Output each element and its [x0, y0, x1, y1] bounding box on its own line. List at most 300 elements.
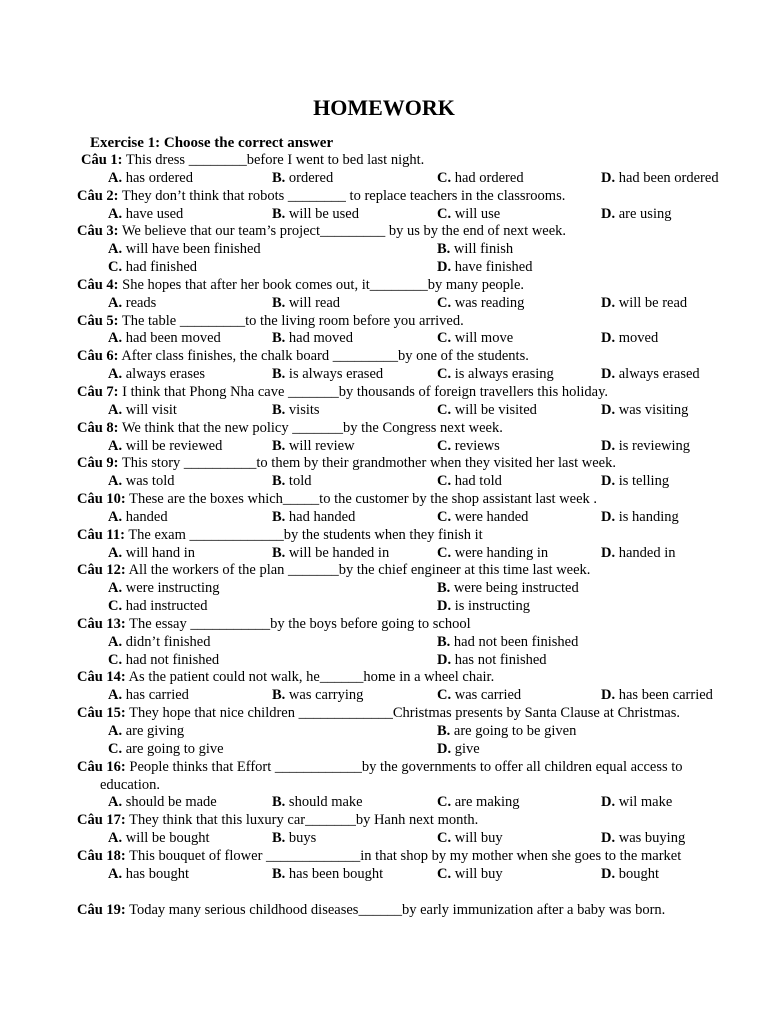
option-letter: D.: [601, 473, 616, 490]
option-text: were handed: [451, 508, 529, 525]
answer-option[interactable]: [108, 330, 221, 348]
answer-option[interactable]: [272, 687, 363, 705]
option-text: was buying: [615, 830, 686, 847]
option-text: had handed: [285, 508, 356, 525]
options-row: [0, 295, 768, 313]
question-text: The essay ___________by the boys before going to school: [125, 615, 471, 632]
options-row: [0, 438, 768, 456]
question-number: Câu 4:: [77, 276, 119, 293]
question-line: [0, 188, 768, 206]
option-letter: B.: [272, 473, 286, 490]
options-row: [0, 170, 768, 188]
option-text: is telling: [615, 473, 670, 490]
question-number: Câu 7:: [77, 383, 119, 400]
answer-option[interactable]: [108, 241, 261, 259]
options-row: [0, 206, 768, 224]
exercise-heading: Exercise 1: Choose the correct answer: [90, 135, 334, 151]
option-letter: B.: [272, 401, 286, 418]
option-letter: B.: [272, 330, 286, 347]
question-text: People thinks that Effort ____________by the governments to offer all children equal access to: [125, 758, 683, 775]
options-row: [0, 652, 768, 670]
option-text: moved: [615, 330, 659, 347]
option-letter: A.: [108, 508, 123, 525]
question-number: Câu 5:: [77, 312, 119, 329]
answer-option[interactable]: [108, 794, 217, 812]
question-text: They hope that nice children _____________Christmas presents by Santa Clause at Christmas.: [125, 705, 681, 722]
answer-option[interactable]: [272, 509, 355, 527]
answer-option[interactable]: [437, 794, 520, 812]
option-text: had told: [451, 473, 502, 490]
option-text: will be handed in: [285, 544, 390, 561]
option-letter: D.: [601, 294, 616, 311]
answer-option[interactable]: [272, 330, 353, 348]
question-number: Câu 11:: [77, 526, 125, 543]
answer-option[interactable]: [437, 330, 513, 348]
question-text: I think that Phong Nha cave _______by thousands of foreign travellers this holiday.: [118, 383, 609, 400]
option-text: had finished: [122, 259, 198, 276]
option-letter: B.: [272, 794, 286, 811]
option-text: will review: [285, 437, 355, 454]
option-text: will have been finished: [122, 241, 261, 258]
option-letter: B.: [272, 544, 286, 561]
option-letter: D.: [601, 401, 616, 418]
option-letter: B.: [272, 294, 286, 311]
question-text: After class finishes, the chalk board _________by one of the students.: [118, 348, 529, 365]
answer-option[interactable]: [272, 545, 389, 563]
option-text: will use: [451, 205, 501, 222]
option-letter: D.: [601, 330, 616, 347]
question-number: Câu 3:: [77, 223, 119, 240]
answer-option[interactable]: [601, 330, 658, 348]
option-text: was carrying: [285, 687, 364, 704]
answer-option[interactable]: [437, 509, 528, 527]
option-text: has been carried: [615, 687, 713, 704]
question-number: Câu 14:: [77, 669, 126, 686]
answer-option[interactable]: [601, 794, 672, 812]
option-text: will visit: [122, 401, 177, 418]
options-row: [0, 794, 768, 812]
option-text: had been moved: [122, 330, 221, 347]
answer-option[interactable]: [437, 241, 513, 259]
answer-option[interactable]: [108, 830, 210, 848]
question-text: This bouquet of flower _____________in that shop by my mother when she goes to the market: [125, 847, 682, 864]
option-text: had not finished: [122, 651, 220, 668]
question-line: [0, 455, 768, 473]
answer-option[interactable]: [437, 545, 548, 563]
option-text: was carried: [451, 687, 522, 704]
option-letter: B.: [272, 169, 286, 186]
option-text: bought: [615, 865, 660, 882]
option-letter: A.: [108, 473, 123, 490]
question-text: The table _________to the living room before you arrived.: [118, 312, 464, 329]
answer-option[interactable]: [108, 634, 210, 652]
options-row: [0, 687, 768, 705]
option-letter: D.: [601, 794, 616, 811]
answer-option[interactable]: [437, 866, 503, 884]
option-text: give: [451, 740, 480, 757]
answer-option[interactable]: [601, 438, 690, 456]
option-text: was visiting: [615, 401, 689, 418]
option-letter: C.: [437, 205, 452, 222]
question-text: These are the boxes which_____to the customer by the shop assistant last week .: [125, 491, 598, 508]
option-letter: B.: [437, 633, 451, 650]
option-text: will be read: [615, 294, 688, 311]
question-line: [0, 669, 768, 687]
option-text: will hand in: [122, 544, 196, 561]
answer-option[interactable]: [601, 402, 688, 420]
option-letter: C.: [437, 401, 452, 418]
answer-option[interactable]: [437, 687, 521, 705]
option-text: were instructing: [122, 580, 220, 597]
answer-option[interactable]: [437, 652, 547, 670]
option-letter: C.: [437, 366, 452, 383]
option-letter: C.: [437, 437, 452, 454]
option-letter: A.: [108, 169, 123, 186]
answer-option[interactable]: [601, 295, 687, 313]
answer-option[interactable]: [437, 206, 500, 224]
answer-option[interactable]: [108, 723, 184, 741]
answer-option[interactable]: [437, 366, 554, 384]
option-letter: C.: [437, 473, 452, 490]
question-number: Câu 18:: [77, 847, 126, 864]
option-letter: D.: [601, 865, 616, 882]
option-letter: C.: [437, 794, 452, 811]
answer-option[interactable]: [601, 206, 671, 224]
options-row: [0, 866, 768, 884]
option-text: will buy: [451, 830, 503, 847]
option-letter: A.: [108, 633, 123, 650]
answer-option[interactable]: [437, 438, 500, 456]
question-line: [0, 348, 768, 366]
option-letter: A.: [108, 794, 123, 811]
option-letter: A.: [108, 723, 123, 739]
options-row: [0, 741, 768, 759]
answer-option[interactable]: [272, 170, 333, 188]
option-letter: B.: [272, 437, 286, 454]
option-text: will move: [451, 330, 514, 347]
question-line: [0, 313, 768, 331]
option-letter: C.: [437, 865, 452, 882]
option-text: is always erasing: [451, 366, 554, 383]
answer-option[interactable]: [437, 402, 537, 420]
answer-option[interactable]: [437, 295, 524, 313]
option-letter: A.: [108, 580, 123, 597]
option-text: will be used: [285, 205, 359, 222]
answer-option[interactable]: [108, 598, 207, 616]
option-text: will be visited: [451, 401, 537, 418]
option-letter: D.: [601, 508, 616, 525]
option-text: is instructing: [451, 598, 531, 615]
option-text: will buy: [451, 865, 503, 882]
answer-option[interactable]: [601, 687, 713, 705]
answer-option[interactable]: [108, 652, 219, 670]
answer-option[interactable]: [272, 794, 363, 812]
question-line: [0, 902, 768, 920]
option-letter: A.: [108, 241, 123, 258]
option-letter: A.: [108, 294, 123, 311]
question-number: Câu 9:: [77, 455, 119, 472]
option-text: visits: [285, 401, 320, 418]
option-text: will be bought: [122, 830, 210, 847]
answer-option[interactable]: [601, 830, 685, 848]
option-text: had moved: [285, 330, 353, 347]
option-letter: C.: [108, 259, 123, 276]
question-list: [0, 152, 768, 919]
option-text: always erases: [122, 366, 206, 383]
answer-option[interactable]: [437, 473, 502, 491]
option-text: were being instructed: [450, 580, 579, 597]
answer-option[interactable]: [108, 473, 174, 491]
options-row: [0, 545, 768, 563]
options-row: [0, 634, 768, 652]
option-letter: A.: [108, 865, 123, 882]
question-text: All the workers of the plan _______by the chief engineer at this time last week.: [125, 562, 591, 579]
answer-option[interactable]: [437, 634, 578, 652]
options-row: [0, 241, 768, 259]
answer-option[interactable]: [272, 438, 355, 456]
question-text: She hopes that after her book comes out, it________by many people.: [118, 276, 525, 293]
question-line: [0, 223, 768, 241]
option-text: has ordered: [122, 169, 193, 186]
answer-option[interactable]: [108, 741, 224, 759]
question-text: They think that this luxury car_______by Hanh next month.: [125, 812, 479, 829]
option-letter: B.: [437, 580, 451, 597]
option-letter: C.: [108, 651, 123, 668]
question-line: [0, 812, 768, 830]
question-number: Câu 19:: [77, 901, 126, 918]
question-number: Câu 17:: [77, 812, 126, 829]
answer-option[interactable]: [601, 473, 669, 491]
option-letter: C.: [108, 598, 123, 615]
question-line: [0, 491, 768, 509]
question-line: [0, 616, 768, 634]
answer-option[interactable]: [108, 170, 193, 188]
option-text: has been bought: [285, 865, 384, 882]
option-text: should be made: [122, 794, 217, 811]
answer-option[interactable]: [272, 473, 311, 491]
answer-option[interactable]: [437, 170, 524, 188]
page-title: HOMEWORK: [313, 95, 455, 120]
option-text: didn’t finished: [122, 633, 211, 650]
option-letter: D.: [601, 169, 616, 186]
question-text: As the patient could not walk, he______home in a wheel chair.: [125, 669, 495, 686]
answer-option[interactable]: [108, 866, 189, 884]
option-letter: D.: [437, 740, 452, 757]
options-row: [0, 723, 768, 741]
answer-option[interactable]: [601, 170, 719, 188]
question-number: Câu 13:: [77, 615, 126, 632]
options-row: [0, 259, 768, 277]
option-text: reviews: [451, 437, 500, 454]
answer-option[interactable]: [437, 830, 503, 848]
options-row: [0, 366, 768, 384]
answer-option[interactable]: [108, 438, 222, 456]
option-text: is handing: [615, 508, 679, 525]
option-text: reads: [122, 294, 157, 311]
option-letter: B.: [272, 830, 286, 847]
options-row: [0, 402, 768, 420]
question-text: This story __________to them by their grandmother when they visited her last week.: [118, 455, 616, 472]
option-text: are going to give: [122, 740, 224, 757]
question-number: Câu 2:: [77, 187, 119, 204]
option-text: is reviewing: [615, 437, 691, 454]
question-line: [0, 562, 768, 580]
question-number: Câu 8:: [77, 419, 119, 436]
option-letter: A.: [108, 330, 123, 347]
option-text: have used: [122, 205, 184, 222]
option-text: told: [285, 473, 312, 490]
option-text: will be reviewed: [122, 437, 223, 454]
options-row: [0, 830, 768, 848]
option-text: will read: [285, 294, 341, 311]
answer-option[interactable]: [437, 598, 530, 616]
option-text: handed in: [615, 544, 676, 561]
question-text: They don’t think that robots ________ to replace teachers in the classrooms.: [118, 187, 566, 204]
question-number: Câu 6:: [77, 348, 119, 365]
answer-option[interactable]: [601, 509, 679, 527]
option-letter: C.: [437, 687, 452, 704]
option-letter: B.: [272, 366, 286, 383]
options-row: [0, 580, 768, 598]
option-text: had not been finished: [450, 633, 579, 650]
question-text: This dress ________before I went to bed last night.: [122, 152, 425, 168]
option-text: were handing in: [451, 544, 549, 561]
answer-option[interactable]: [108, 295, 156, 313]
option-letter: B.: [272, 508, 286, 525]
option-text: has bought: [122, 865, 189, 882]
question-text: We think that the new policy _______by the Congress next week.: [118, 419, 503, 436]
option-text: has not finished: [451, 651, 547, 668]
option-text: are making: [451, 794, 520, 811]
option-text: wil make: [615, 794, 673, 811]
answer-option[interactable]: [272, 866, 383, 884]
question-line: [0, 759, 768, 777]
question-line: [0, 152, 768, 170]
option-text: always erased: [615, 366, 700, 383]
option-text: had been ordered: [615, 169, 719, 186]
spacer: [0, 884, 768, 902]
option-text: have finished: [451, 259, 533, 276]
option-letter: D.: [601, 366, 616, 383]
question-line: [0, 527, 768, 545]
question-text-continued: education.: [100, 776, 160, 793]
question-line: [0, 277, 768, 295]
question-line: [0, 848, 768, 866]
option-letter: D.: [601, 544, 616, 561]
answer-option[interactable]: [108, 687, 189, 705]
question-text: Today many serious childhood diseases______by early immunization after a baby was born.: [125, 901, 666, 918]
option-letter: B.: [272, 865, 286, 882]
option-text: should make: [285, 794, 363, 811]
answer-option[interactable]: [108, 509, 168, 527]
answer-option[interactable]: [601, 545, 676, 563]
answer-option[interactable]: [437, 580, 579, 598]
answer-option[interactable]: [601, 866, 659, 884]
option-letter: C.: [437, 508, 452, 525]
option-letter: D.: [437, 598, 452, 615]
option-letter: A.: [108, 205, 123, 222]
option-letter: C.: [437, 830, 452, 847]
option-letter: A.: [108, 401, 123, 418]
option-text: ordered: [285, 169, 334, 186]
option-text: are giving: [122, 723, 185, 739]
question-number: Câu 10:: [77, 491, 126, 508]
option-letter: A.: [108, 687, 123, 704]
options-row: [0, 598, 768, 616]
option-letter: D.: [437, 259, 452, 276]
option-text: was told: [122, 473, 175, 490]
question-number: Câu 1:: [81, 152, 123, 168]
option-text: will finish: [450, 241, 514, 258]
option-letter: A.: [108, 544, 123, 561]
answer-option[interactable]: [272, 402, 320, 420]
option-text: was reading: [451, 294, 525, 311]
option-letter: B.: [437, 723, 451, 739]
option-letter: C.: [108, 740, 123, 757]
question-number: Câu 16:: [77, 758, 126, 775]
question-number: Câu 12:: [77, 562, 126, 579]
question-line: [0, 384, 768, 402]
option-letter: B.: [272, 687, 286, 704]
option-letter: A.: [108, 437, 123, 454]
option-letter: B.: [437, 241, 451, 258]
answer-option[interactable]: [272, 830, 316, 848]
answer-option[interactable]: [437, 723, 576, 741]
option-letter: D.: [601, 437, 616, 454]
options-row: [0, 509, 768, 527]
option-letter: D.: [601, 205, 616, 222]
question-line: [0, 705, 768, 723]
answer-option[interactable]: [108, 580, 220, 598]
option-text: had instructed: [122, 598, 208, 615]
question-text: We believe that our team’s project_________ by us by the end of next week.: [118, 223, 567, 240]
answer-option[interactable]: [601, 366, 700, 384]
option-text: is always erased: [285, 366, 384, 383]
option-text: had ordered: [451, 169, 524, 186]
option-letter: D.: [601, 830, 616, 847]
question-number: Câu 15:: [77, 705, 126, 722]
answer-option[interactable]: [108, 402, 177, 420]
option-letter: C.: [437, 544, 452, 561]
option-text: buys: [285, 830, 317, 847]
option-letter: D.: [437, 651, 452, 668]
options-row: [0, 473, 768, 491]
option-letter: A.: [108, 366, 123, 383]
answer-option[interactable]: [437, 741, 480, 759]
option-letter: D.: [601, 687, 616, 704]
option-text: has carried: [122, 687, 189, 704]
option-letter: B.: [272, 205, 286, 222]
answer-option[interactable]: [108, 366, 205, 384]
answer-option[interactable]: [108, 206, 183, 224]
option-text: are going to be given: [450, 723, 577, 739]
option-text: are using: [615, 205, 672, 222]
option-letter: A.: [108, 830, 123, 847]
answer-option[interactable]: [108, 259, 197, 277]
question-text: The exam _____________by the students when they finish it: [124, 526, 483, 543]
options-row: [0, 330, 768, 348]
option-letter: C.: [437, 169, 452, 186]
question-line: [0, 420, 768, 438]
option-text: handed: [122, 508, 168, 525]
answer-option[interactable]: [272, 366, 383, 384]
answer-option[interactable]: [108, 545, 195, 563]
answer-option[interactable]: [272, 295, 340, 313]
option-letter: C.: [437, 330, 452, 347]
option-letter: C.: [437, 294, 452, 311]
answer-option[interactable]: [272, 206, 359, 224]
answer-option[interactable]: [437, 259, 532, 277]
